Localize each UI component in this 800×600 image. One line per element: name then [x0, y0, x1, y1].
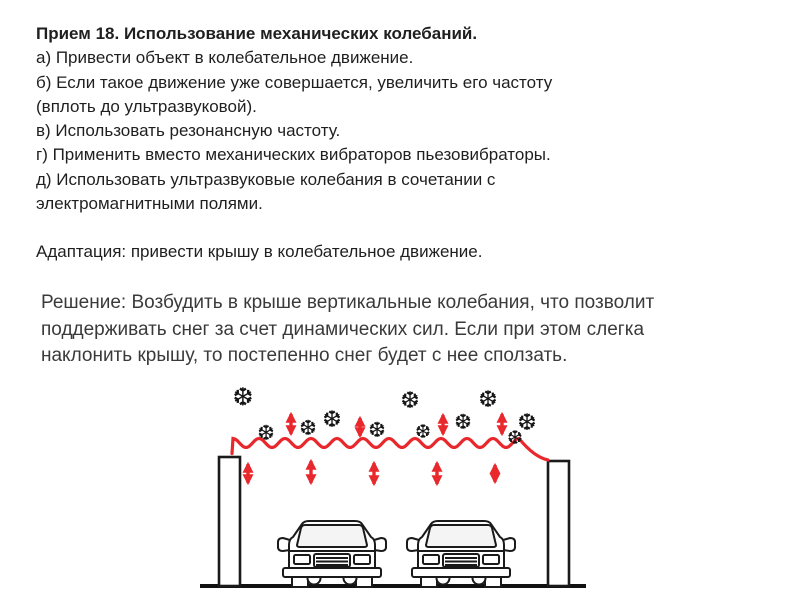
snowflake-icon: ❆ — [454, 410, 472, 434]
snowflake-icon: ❆ — [400, 388, 420, 414]
snowflake-icon: ❆ — [368, 418, 386, 442]
technique-item-d-cont: электромагнитными полями. — [36, 194, 263, 214]
technique-item-v: в) Использовать резонансную частоту. — [36, 121, 341, 141]
solution-line-3: наклонить крышу, то постепенно снег будет с нее сползать. — [41, 345, 568, 367]
vibrating-roof-wave — [232, 439, 548, 461]
car-illustration — [278, 521, 386, 587]
right-support-pillar — [548, 461, 569, 586]
technique-title: Прием 18. Использование механических колебаний. — [36, 24, 478, 43]
snowflake-icon: ❆ — [257, 421, 275, 445]
snowflake-icon: ❆ — [299, 416, 317, 440]
technique-item-d: д) Использовать ультразвуковые колебания в сочетании с — [36, 169, 496, 189]
car-illustration — [407, 521, 515, 587]
snowflake-icon: ❆ — [507, 427, 523, 449]
technique-item-b: б) Если такое движение уже совершается, увеличить его частоту — [36, 72, 553, 92]
snowflake-icon: ❆ — [322, 407, 342, 433]
solution-line-2: поддерживать снег за счет динамических сил. Если при этом слегка — [41, 318, 645, 340]
left-support-pillar — [219, 457, 240, 586]
technique-item-b-cont: (вплоть до ультразвуковой). — [36, 96, 257, 116]
technique-item-g: г) Применить вместо механических вибраторов пьезовибраторы. — [36, 145, 551, 165]
roof-vibration-diagram — [0, 380, 800, 600]
diagram-canvas — [0, 380, 800, 600]
snowflake-icon: ❆ — [517, 410, 537, 436]
technique-text-block — [36, 22, 552, 216]
solution-text-block — [41, 290, 654, 370]
adaptation-text: Адаптация: привести крышу в колебательное движение. — [36, 242, 483, 261]
technique-item-a: а) Привести объект в колебательное движение. — [36, 48, 414, 68]
snowflake-icon: ❆ — [232, 382, 254, 412]
snowflake-icon: ❆ — [415, 421, 431, 443]
solution-line-1: Решение: Возбудить в крыше вертикальные колебания, что позволит — [41, 292, 655, 313]
snowflake-icon: ❆ — [478, 387, 498, 413]
